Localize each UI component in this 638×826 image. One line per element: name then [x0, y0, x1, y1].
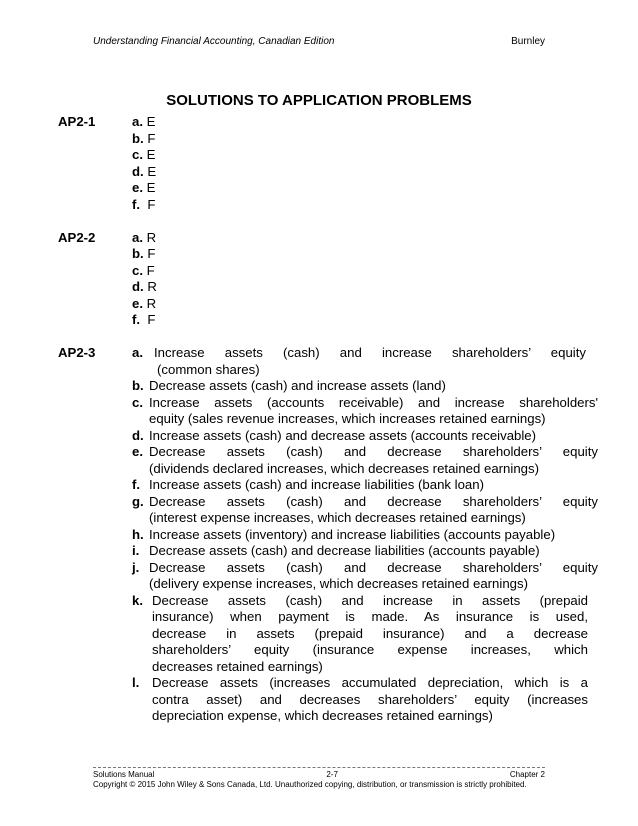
answer-item: [132, 395, 598, 428]
item-text-line: (delivery expense increases, which decreases retained earnings): [149, 576, 528, 591]
item-text-line: Increase assets (accounts receivable) and increase shareholders': [149, 394, 598, 410]
answer-item: [132, 114, 598, 131]
answer-list: [132, 345, 598, 725]
item-text-line: Decrease assets (cash) and decrease liabilities (accounts payable): [149, 543, 540, 558]
item-label: l.: [132, 675, 140, 690]
item-answer: R: [146, 295, 157, 311]
answer-item: [132, 147, 598, 164]
item-text-line: Decrease assets (cash) and decrease shareholders’ equity: [149, 559, 598, 575]
item-answer: F: [147, 312, 156, 327]
item-label: c.: [132, 262, 143, 278]
item-text-line: depreciation expense, which decreases retained earnings): [152, 708, 493, 723]
item-label: d.: [132, 279, 144, 294]
problem-ap2-2: [58, 230, 598, 329]
answer-item: [132, 345, 598, 378]
item-label: a.: [132, 114, 143, 129]
item-text-line: (common shares): [157, 361, 260, 377]
footer-divider: [93, 767, 545, 768]
answer-item: [132, 675, 598, 725]
copyright-notice: Copyright © 2015 John Wiley & Sons Canada, Ltd. Unauthorized copying, distribution, or transmission is strictly prohibited.: [93, 780, 527, 789]
answer-item: [132, 593, 598, 676]
item-text-line: contra asset) and decreases shareholders’ equity (increases: [152, 691, 588, 707]
answer-item: [132, 477, 598, 494]
footer-chapter: Chapter 2: [509, 770, 545, 779]
item-text-line: Increase assets (cash) and decrease assets (accounts receivable): [149, 427, 537, 443]
item-label: i.: [132, 543, 140, 558]
problem-ap2-1: [58, 114, 598, 213]
item-label: b.: [132, 378, 144, 393]
item-label: f.: [132, 196, 141, 212]
answer-item: [132, 543, 598, 560]
problem-number: AP2-1: [58, 114, 96, 129]
item-label: h.: [132, 526, 144, 542]
answer-item: [132, 131, 598, 148]
answer-list: [132, 230, 598, 329]
answer-item: [132, 197, 598, 214]
header-book-title: Understanding Financial Accounting, Canadian Edition: [93, 36, 335, 47]
item-label: b.: [132, 246, 144, 261]
answer-item: [132, 444, 598, 477]
item-text-line: Increase assets (inventory) and increase liabilities (accounts payable): [149, 526, 556, 542]
item-text-line: equity (sales revenue increases, which increases retained earnings): [149, 411, 546, 426]
item-label: a.: [132, 229, 143, 245]
answer-item: [132, 378, 598, 395]
item-answer: F: [147, 130, 156, 146]
item-text-line: Decrease assets (cash) and increase in assets (prepaid: [152, 592, 588, 608]
answer-item: [132, 428, 598, 445]
item-text-line: Increase assets (cash) and increase liabilities (bank loan): [149, 477, 484, 492]
answer-item: [132, 263, 598, 280]
problem-ap2-3: [58, 345, 598, 725]
item-answer: E: [146, 114, 156, 129]
answer-item: [132, 230, 598, 247]
page-number: 2-7: [326, 770, 338, 779]
item-label: b.: [132, 130, 144, 146]
answer-item: [132, 164, 598, 181]
item-text-line: (interest expense increases, which decreases retained earnings): [149, 510, 526, 525]
item-label: e.: [132, 295, 143, 311]
item-answer: E: [146, 180, 156, 195]
item-answer: F: [146, 262, 155, 278]
item-answer: R: [147, 279, 157, 294]
item-label: a.: [132, 345, 143, 360]
footer-manual-title: Solutions Manual: [93, 770, 155, 779]
item-answer: R: [146, 229, 157, 245]
item-label: f.: [132, 312, 141, 327]
item-text-line: Decrease assets (increases accumulated depreciation, which is a: [152, 675, 588, 690]
item-label: g.: [132, 493, 144, 509]
answer-list: [132, 114, 598, 213]
item-label: d.: [132, 427, 144, 443]
item-text-line: Decrease assets (cash) and decrease shareholders’ equity: [149, 493, 598, 509]
item-label: c.: [132, 147, 143, 162]
problems-content: [58, 114, 598, 725]
answer-item: [132, 180, 598, 197]
item-answer: F: [147, 246, 156, 261]
answer-item: [132, 560, 598, 593]
item-label: d.: [132, 163, 144, 179]
answer-item: [132, 527, 598, 544]
item-text-line: insurance) when payment is made. As insurance is used,: [152, 609, 588, 624]
item-text-line: shareholders’ equity (insurance expense increases, which: [152, 642, 588, 657]
answer-item: [132, 494, 598, 527]
answer-item: [132, 296, 598, 313]
item-text-line: Decrease assets (cash) and decrease shareholders’ equity: [149, 444, 598, 459]
item-label: k.: [132, 592, 143, 608]
header-author: Burnley: [511, 36, 545, 47]
problem-number: AP2-2: [58, 229, 96, 245]
item-label: e.: [132, 444, 143, 459]
problem-number: AP2-3: [58, 345, 96, 360]
page-footer: [93, 770, 545, 790]
answer-item: [132, 246, 598, 263]
page-title: SOLUTIONS TO APPLICATION PROBLEMS: [166, 92, 472, 109]
item-text-line: (dividends declared increases, which decreases retained earnings): [149, 460, 539, 476]
item-label: j.: [132, 559, 140, 575]
answer-item: [132, 279, 598, 296]
running-header: [93, 36, 545, 47]
item-text-line: Decrease assets (cash) and increase assets (land): [149, 378, 446, 393]
item-text-line: decrease in assets (prepaid insurance) and a decrease: [152, 625, 588, 641]
item-label: f.: [132, 477, 141, 492]
answer-item: [132, 312, 598, 329]
item-text-line: Increase assets (cash) and increase shareholders’ equity: [154, 345, 586, 360]
item-label: c.: [132, 394, 143, 410]
item-label: e.: [132, 180, 143, 195]
item-answer: E: [146, 147, 156, 162]
item-text-line: decreases retained earnings): [152, 658, 323, 674]
item-answer: E: [147, 163, 157, 179]
item-answer: F: [147, 196, 156, 212]
